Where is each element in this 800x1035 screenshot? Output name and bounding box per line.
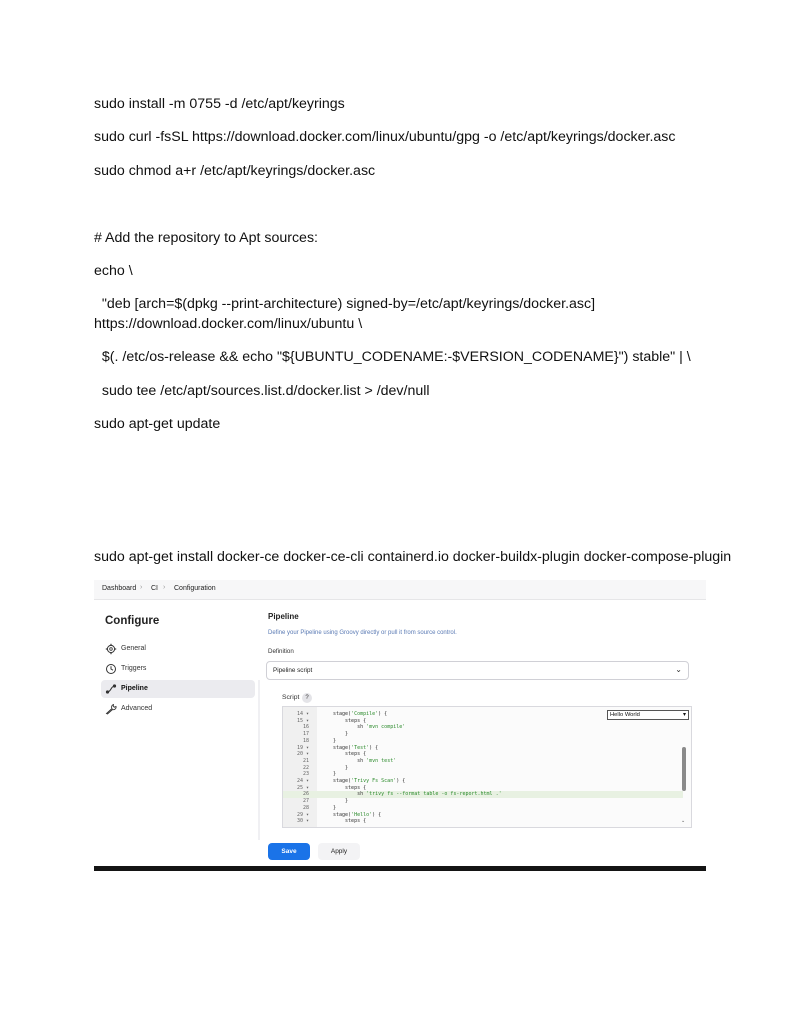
doc-line-comment: # Add the repository to Apt sources: <box>94 230 318 246</box>
code-text: steps { <box>333 751 367 758</box>
doc-line-install: sudo install -m 0755 -d /etc/apt/keyrings <box>94 96 345 112</box>
code-text: stage('Hello') { <box>333 811 382 818</box>
line-number: 28 <box>302 804 309 811</box>
code-text: } <box>333 731 349 738</box>
line-number: 26 <box>302 791 309 798</box>
line-number: 21 <box>302 757 309 764</box>
code-line[interactable] <box>283 805 683 812</box>
scroll-down-icon[interactable]: ⌄ <box>681 818 686 824</box>
save-button[interactable]: Save <box>268 843 310 860</box>
line-number: 25 ▾ <box>296 784 309 791</box>
code-text: } <box>333 764 349 771</box>
chevron-down-icon: ▾ <box>682 712 686 718</box>
pipeline-icon <box>105 683 117 695</box>
breadcrumb <box>94 580 706 600</box>
code-line[interactable] <box>283 731 683 738</box>
wrench-icon <box>105 703 117 715</box>
sidebar-item-label: Advanced <box>121 705 153 712</box>
code-text: sh 'trivy fs --format table -o fs-report.html .' <box>333 791 502 798</box>
doc-line-update: sudo apt-get update <box>94 416 221 432</box>
code-text: stage('Compile') { <box>333 711 388 717</box>
code-text: steps { <box>333 717 367 724</box>
line-number: 30 ▾ <box>296 818 309 825</box>
sidebar-item-pipeline[interactable] <box>101 680 255 698</box>
code-line[interactable] <box>283 758 683 765</box>
breadcrumb-configuration[interactable]: Configuration <box>174 585 216 592</box>
line-number: 23 <box>302 771 309 778</box>
sidebar-item-advanced[interactable] <box>101 700 255 718</box>
doc-line-chmod: sudo chmod a+r /etc/apt/keyrings/docker.asc <box>94 163 376 179</box>
code-line[interactable] <box>283 812 683 819</box>
breadcrumb-dashboard[interactable]: Dashboard <box>102 585 137 592</box>
chevron-down-icon: ⌄ <box>675 665 682 674</box>
jenkins-screenshot <box>94 580 706 871</box>
sidebar-title: Configure <box>105 615 160 627</box>
line-number: 29 ▾ <box>296 811 309 818</box>
code-line[interactable] <box>283 798 683 805</box>
code-text: sh 'mvn test' <box>333 757 397 764</box>
doc-line-install-docker: sudo apt-get install docker-ce docker-ce-cli containerd.io docker-buildx-plugin docker-compose-plugin <box>94 549 732 565</box>
chevron-right-icon: › <box>140 584 143 591</box>
sidebar-item-label: General <box>121 645 146 652</box>
line-number: 24 ▾ <box>296 778 309 784</box>
code-line[interactable] <box>283 724 683 731</box>
breadcrumb-ci[interactable]: CI <box>151 585 158 592</box>
sample-pipeline-select[interactable] <box>607 710 689 720</box>
code-line[interactable] <box>283 785 683 792</box>
doc-line-deb: "deb [arch=$(dpkg --print-architecture) signed-by=/etc/apt/keyrings/docker.asc] <box>94 296 596 312</box>
doc-line-tee: sudo tee /etc/apt/sources.list.d/docker.list > /dev/null <box>94 383 430 399</box>
definition-select[interactable] <box>266 661 689 680</box>
code-line[interactable] <box>283 745 683 752</box>
sidebar-item-label: Triggers <box>121 665 147 672</box>
script-editor[interactable] <box>282 706 692 828</box>
doc-line-release: $(. /etc/os-release && echo "${UBUNTU_CODENAME:-$VERSION_CODENAME}") stable" | \ <box>94 349 691 365</box>
chevron-right-icon: › <box>163 584 166 591</box>
line-number: 16 <box>302 724 309 731</box>
section-description: Define your Pipeline using Groovy directly or pull it from source control. <box>268 630 457 636</box>
code-text: sh 'mvn compile' <box>333 724 406 731</box>
code-text: } <box>333 771 337 778</box>
doc-line-curl: sudo curl -fsSL https://download.docker.com/linux/ubuntu/gpg -o /etc/apt/keyrings/docker.asc <box>94 129 676 145</box>
taskbar <box>94 866 706 871</box>
doc-line-echo: echo \ <box>94 263 133 279</box>
code-line[interactable] <box>283 771 683 778</box>
gear-icon <box>105 643 117 655</box>
sidebar-item-triggers[interactable] <box>101 660 255 678</box>
apply-button[interactable]: Apply <box>318 843 360 860</box>
sample-select-value: Hello World <box>610 712 640 718</box>
script-label: Script <box>282 694 300 701</box>
doc-line-url: https://download.docker.com/linux/ubuntu \ <box>94 316 363 332</box>
code-text: } <box>333 804 337 811</box>
line-number: 17 <box>302 731 309 738</box>
line-number: 18 <box>302 737 309 744</box>
line-number: 15 ▾ <box>296 717 309 724</box>
sidebar-item-label: Pipeline <box>121 685 148 692</box>
line-number: 22 <box>302 764 309 771</box>
code-text: steps { <box>333 784 367 791</box>
line-number: 14 ▾ <box>296 711 309 717</box>
divider <box>258 680 260 840</box>
code-line[interactable] <box>283 818 686 825</box>
code-text: stage('Test') { <box>333 744 379 751</box>
code-text: } <box>333 737 337 744</box>
line-number: 20 ▾ <box>296 751 309 758</box>
definition-label: Definition <box>268 648 294 655</box>
code-line[interactable] <box>283 751 683 758</box>
code-line[interactable] <box>283 778 683 785</box>
editor-scrollbar[interactable] <box>682 747 686 791</box>
line-number: 27 <box>302 798 309 805</box>
definition-select-value: Pipeline script <box>273 667 313 674</box>
code-line[interactable] <box>283 765 683 772</box>
sidebar-item-general[interactable] <box>101 640 255 658</box>
code-line[interactable] <box>283 791 683 798</box>
section-heading: Pipeline <box>268 612 299 621</box>
help-icon[interactable]: ? <box>302 693 312 703</box>
code-text: steps { <box>333 818 367 825</box>
code-text: } <box>333 798 349 805</box>
code-line[interactable] <box>283 738 683 745</box>
code-text: stage('Trivy Fs Scan') { <box>333 778 406 784</box>
clock-icon <box>105 663 117 675</box>
line-number: 19 ▾ <box>296 744 309 751</box>
